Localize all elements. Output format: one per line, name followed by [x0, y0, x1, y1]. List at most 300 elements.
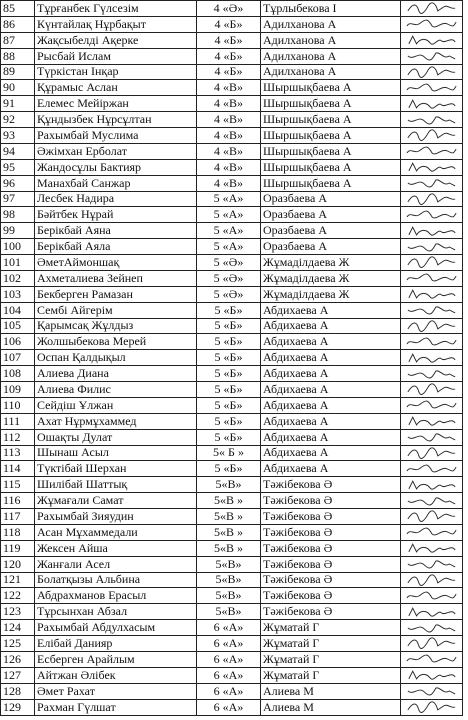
teacher-name-cell: Шыршықбаева А — [261, 80, 401, 96]
student-name-cell: Абдрахманов Ерасыл — [35, 588, 197, 604]
table-row — [1, 699, 463, 716]
student-name-cell: Жексен Айша — [35, 540, 197, 556]
handwritten-signature — [405, 606, 459, 618]
signature-cell — [401, 604, 463, 620]
teacher-name-cell: Шыршықбаева А — [261, 96, 401, 112]
signature-cell — [401, 191, 463, 207]
teacher-name-cell: Оразбаева А — [261, 223, 401, 239]
table-row — [1, 175, 463, 191]
table-row — [1, 524, 463, 540]
table-row — [1, 143, 463, 159]
teacher-name-cell: Оразбаева А — [261, 239, 401, 255]
student-name-cell: Түктібай Шерхан — [35, 461, 197, 477]
class-cell: 4 «В» — [197, 80, 261, 96]
student-name-cell: Жұмағали Самат — [35, 493, 197, 509]
teacher-name-cell: Жұматай Г — [261, 620, 401, 636]
class-cell: 4 «Б» — [197, 48, 261, 64]
handwritten-signature — [405, 98, 459, 110]
student-name-cell: Шынаш Асыл — [35, 445, 197, 461]
signature-cell — [401, 572, 463, 588]
teacher-name-cell: Абдихаева А — [261, 429, 401, 445]
handwritten-signature — [405, 225, 459, 237]
signature-cell — [401, 223, 463, 239]
signature-cell — [401, 699, 463, 716]
teacher-name-cell: Тәжібекова Ә — [261, 540, 401, 556]
class-cell: 5 «Б» — [197, 350, 261, 366]
row-number-cell: 118 — [1, 524, 35, 540]
handwritten-signature — [405, 463, 459, 475]
table-row — [1, 461, 463, 477]
handwritten-signature — [405, 526, 459, 538]
teacher-name-cell: Жұмаділдаева Ж — [261, 255, 401, 271]
row-number-cell: 96 — [1, 175, 35, 191]
signature-cell — [401, 175, 463, 191]
table-row — [1, 128, 463, 144]
student-name-cell: Берікбай Аяла — [35, 239, 197, 255]
table-row — [1, 683, 463, 699]
row-number-cell: 102 — [1, 270, 35, 286]
handwritten-signature — [405, 272, 459, 284]
teacher-name-cell: Тұрлыбекова І — [261, 1, 401, 17]
signature-cell — [401, 620, 463, 636]
signature-cell — [401, 80, 463, 96]
table-row — [1, 509, 463, 525]
handwritten-signature — [405, 431, 459, 443]
class-cell: 5 «Б» — [197, 413, 261, 429]
row-number-cell: 116 — [1, 493, 35, 509]
teacher-name-cell: Жұмаділдаева Ж — [261, 286, 401, 302]
handwritten-signature — [405, 574, 459, 586]
handwritten-signature — [405, 590, 459, 602]
signature-cell — [401, 413, 463, 429]
row-number-cell: 105 — [1, 318, 35, 334]
student-name-cell: Тұрсынхан Абзал — [35, 604, 197, 620]
class-cell: 5«В» — [197, 604, 261, 620]
row-number-cell: 98 — [1, 207, 35, 223]
handwritten-signature — [405, 2, 459, 14]
row-number-cell: 108 — [1, 366, 35, 382]
row-number-cell: 87 — [1, 32, 35, 48]
class-cell: 5«В» — [197, 556, 261, 572]
student-name-cell: Алиева Филис — [35, 382, 197, 398]
table-row — [1, 382, 463, 398]
signature-cell — [401, 556, 463, 572]
class-cell: 4 «Б» — [197, 64, 261, 80]
class-cell: 5 «Б» — [197, 318, 261, 334]
signature-cell — [401, 397, 463, 413]
signature-cell — [401, 382, 463, 398]
row-number-cell: 106 — [1, 334, 35, 350]
signature-cell — [401, 96, 463, 112]
table-row — [1, 64, 463, 80]
table-row — [1, 1, 463, 17]
teacher-name-cell: Жұматай Г — [261, 667, 401, 683]
teacher-name-cell: Тәжібекова Ә — [261, 477, 401, 493]
signature-cell — [401, 636, 463, 652]
table-row — [1, 32, 463, 48]
teacher-name-cell: Тәжібекова Ә — [261, 556, 401, 572]
signature-cell — [401, 270, 463, 286]
table-row — [1, 334, 463, 350]
handwritten-signature — [405, 114, 459, 126]
class-cell: 5 «Б» — [197, 382, 261, 398]
teacher-name-cell: Алиева М — [261, 683, 401, 699]
handwritten-signature — [405, 161, 459, 173]
student-name-cell: Рысбай Ислам — [35, 48, 197, 64]
signature-cell — [401, 32, 463, 48]
handwritten-signature — [405, 701, 459, 713]
signature-cell — [401, 461, 463, 477]
handwritten-signature — [405, 368, 459, 380]
class-cell: 5«В» — [197, 477, 261, 493]
student-name-cell: Әмет Рахат — [35, 683, 197, 699]
class-cell: 5 «Б» — [197, 429, 261, 445]
class-cell: 5 «Б» — [197, 397, 261, 413]
class-cell: 4 «В» — [197, 128, 261, 144]
handwritten-signature — [405, 415, 459, 427]
signature-cell — [401, 255, 463, 271]
table-row — [1, 540, 463, 556]
handwritten-signature — [405, 34, 459, 46]
signature-cell — [401, 207, 463, 223]
row-number-cell: 124 — [1, 620, 35, 636]
handwritten-signature — [405, 352, 459, 364]
student-name-cell: Бәйтбек Нұрай — [35, 207, 197, 223]
handwritten-signature — [405, 209, 459, 221]
row-number-cell: 86 — [1, 16, 35, 32]
row-number-cell: 94 — [1, 143, 35, 159]
row-number-cell: 110 — [1, 397, 35, 413]
row-number-cell: 126 — [1, 651, 35, 667]
class-cell: 5«В» — [197, 572, 261, 588]
signature-cell — [401, 16, 463, 32]
student-name-cell: Алиева Диана — [35, 366, 197, 382]
student-name-cell: Шилібай Шаттық — [35, 477, 197, 493]
class-cell: 4 «Ә» — [197, 1, 261, 17]
table-row — [1, 604, 463, 620]
table-row — [1, 96, 463, 112]
row-number-cell: 123 — [1, 604, 35, 620]
table-row — [1, 16, 463, 32]
class-cell: 4 «В» — [197, 175, 261, 191]
table-row — [1, 588, 463, 604]
class-cell: 6 «А» — [197, 636, 261, 652]
student-name-cell: Рахман Гүлшат — [35, 699, 197, 716]
teacher-name-cell: Шыршықбаева А — [261, 112, 401, 128]
teacher-name-cell: Адилханова А — [261, 32, 401, 48]
student-name-cell: Сембі Айгерім — [35, 302, 197, 318]
class-cell: 4 «В» — [197, 159, 261, 175]
class-cell: 4 «Б» — [197, 32, 261, 48]
handwritten-signature — [405, 669, 459, 681]
handwritten-signature — [405, 479, 459, 491]
handwritten-signature — [405, 145, 459, 157]
student-name-cell: ӘметАймоншақ — [35, 255, 197, 271]
table-row — [1, 302, 463, 318]
row-number-cell: 99 — [1, 223, 35, 239]
table-row — [1, 429, 463, 445]
signature-cell — [401, 540, 463, 556]
class-cell: 5« Б » — [197, 445, 261, 461]
student-name-cell: Ахат Нұрмұхаммед — [35, 413, 197, 429]
signature-cell — [401, 334, 463, 350]
teacher-name-cell: Абдихаева А — [261, 461, 401, 477]
table-row — [1, 397, 463, 413]
roster-body — [1, 1, 463, 716]
student-name-cell: Жолшыбекова Мерей — [35, 334, 197, 350]
row-number-cell: 120 — [1, 556, 35, 572]
row-number-cell: 109 — [1, 382, 35, 398]
student-name-cell: Болатқызы Альбина — [35, 572, 197, 588]
class-cell: 5 «Ә» — [197, 270, 261, 286]
student-name-cell: Жандосұлы Бактияр — [35, 159, 197, 175]
teacher-name-cell: Шыршықбаева А — [261, 143, 401, 159]
handwritten-signature — [405, 653, 459, 665]
class-cell: 6 «А» — [197, 683, 261, 699]
student-name-cell: Түркістан Інқар — [35, 64, 197, 80]
student-name-cell: Елібай Данияр — [35, 636, 197, 652]
signature-cell — [401, 588, 463, 604]
student-name-cell: Күнтайлақ Нұрбақыт — [35, 16, 197, 32]
teacher-name-cell: Шыршықбаева А — [261, 159, 401, 175]
handwritten-signature — [405, 542, 459, 554]
signature-cell — [401, 651, 463, 667]
teacher-name-cell: Тәжібекова Ә — [261, 493, 401, 509]
handwritten-signature — [405, 336, 459, 348]
class-cell: 5«В » — [197, 524, 261, 540]
row-number-cell: 90 — [1, 80, 35, 96]
class-cell: 5 «А» — [197, 223, 261, 239]
teacher-name-cell: Шыршықбаева А — [261, 128, 401, 144]
table-row — [1, 651, 463, 667]
student-name-cell: Жақсыбелді Ақерке — [35, 32, 197, 48]
table-row — [1, 270, 463, 286]
signature-cell — [401, 64, 463, 80]
signature-cell — [401, 318, 463, 334]
teacher-name-cell: Тәжібекова Ә — [261, 588, 401, 604]
class-cell: 5 «А» — [197, 239, 261, 255]
table-row — [1, 667, 463, 683]
teacher-name-cell: Тәжібекова Ә — [261, 572, 401, 588]
handwritten-signature — [405, 399, 459, 411]
class-cell: 5«В » — [197, 540, 261, 556]
table-row — [1, 350, 463, 366]
row-number-cell: 117 — [1, 509, 35, 525]
table-row — [1, 207, 463, 223]
handwritten-signature — [405, 637, 459, 649]
table-row — [1, 223, 463, 239]
signature-cell — [401, 128, 463, 144]
student-name-cell: Құрамыс Аслан — [35, 80, 197, 96]
student-name-cell: Қарымсақ Жұлдыз — [35, 318, 197, 334]
student-name-cell: Манахбай Санжар — [35, 175, 197, 191]
handwritten-signature — [405, 66, 459, 78]
teacher-name-cell: Шыршықбаева А — [261, 175, 401, 191]
row-number-cell: 113 — [1, 445, 35, 461]
teacher-name-cell: Жұмаділдаева Ж — [261, 270, 401, 286]
signature-cell — [401, 524, 463, 540]
student-name-cell: Ахметалиева Зейнеп — [35, 270, 197, 286]
student-name-cell: Елемес Мейіржан — [35, 96, 197, 112]
table-row — [1, 556, 463, 572]
table-row — [1, 286, 463, 302]
class-cell: 5«В » — [197, 493, 261, 509]
signature-cell — [401, 445, 463, 461]
table-row — [1, 48, 463, 64]
class-cell: 5«В » — [197, 509, 261, 525]
row-number-cell: 100 — [1, 239, 35, 255]
teacher-name-cell: Алиева М — [261, 699, 401, 716]
teacher-name-cell: Адилханова А — [261, 16, 401, 32]
table-row — [1, 112, 463, 128]
teacher-name-cell: Жұматай Г — [261, 651, 401, 667]
signature-cell — [401, 477, 463, 493]
handwritten-signature — [405, 50, 459, 62]
signature-cell — [401, 239, 463, 255]
row-number-cell: 89 — [1, 64, 35, 80]
table-row — [1, 572, 463, 588]
handwritten-signature — [405, 447, 459, 459]
student-name-cell: Бекберген Рамазан — [35, 286, 197, 302]
handwritten-signature — [405, 82, 459, 94]
handwritten-signature — [405, 18, 459, 30]
table-row — [1, 191, 463, 207]
class-cell: 5 «Ә» — [197, 255, 261, 271]
handwritten-signature — [405, 304, 459, 316]
handwritten-signature — [405, 241, 459, 253]
student-name-cell: Рахымбай Муслима — [35, 128, 197, 144]
class-cell: 6 «А» — [197, 620, 261, 636]
teacher-name-cell: Абдихаева А — [261, 366, 401, 382]
signature-cell — [401, 683, 463, 699]
student-name-cell: Лесбек Надира — [35, 191, 197, 207]
table-row — [1, 413, 463, 429]
teacher-name-cell: Оразбаева А — [261, 191, 401, 207]
class-cell: 5 «Ә» — [197, 286, 261, 302]
handwritten-signature — [405, 495, 459, 507]
table-row — [1, 636, 463, 652]
student-name-cell: Берікбай Аяна — [35, 223, 197, 239]
handwritten-signature — [405, 320, 459, 332]
row-number-cell: 91 — [1, 96, 35, 112]
handwritten-signature — [405, 177, 459, 189]
table-row — [1, 318, 463, 334]
student-name-cell: Жанғали Асел — [35, 556, 197, 572]
handwritten-signature — [405, 288, 459, 300]
signature-cell — [401, 509, 463, 525]
student-name-cell: Құндызбек Нұрсұлтан — [35, 112, 197, 128]
row-number-cell: 97 — [1, 191, 35, 207]
student-name-cell: Айтжан Әлібек — [35, 667, 197, 683]
row-number-cell: 111 — [1, 413, 35, 429]
student-name-cell: Ошақты Дулат — [35, 429, 197, 445]
handwritten-signature — [405, 129, 459, 141]
handwritten-signature — [405, 510, 459, 522]
student-name-cell: Оспан Қалдықыл — [35, 350, 197, 366]
teacher-name-cell: Абдихаева А — [261, 382, 401, 398]
student-name-cell: Есберген Арайлым — [35, 651, 197, 667]
signature-cell — [401, 302, 463, 318]
signature-cell — [401, 493, 463, 509]
row-number-cell: 92 — [1, 112, 35, 128]
teacher-name-cell: Тәжібекова Ә — [261, 604, 401, 620]
row-number-cell: 115 — [1, 477, 35, 493]
signature-cell — [401, 429, 463, 445]
class-cell: 4 «В» — [197, 112, 261, 128]
signature-cell — [401, 286, 463, 302]
table-row — [1, 366, 463, 382]
teacher-name-cell: Абдихаева А — [261, 302, 401, 318]
student-name-cell: Тұрғанбек Гүлсезім — [35, 1, 197, 17]
teacher-name-cell: Абдихаева А — [261, 445, 401, 461]
signature-cell — [401, 350, 463, 366]
handwritten-signature — [405, 193, 459, 205]
row-number-cell: 93 — [1, 128, 35, 144]
row-number-cell: 95 — [1, 159, 35, 175]
handwritten-signature — [405, 685, 459, 697]
class-cell: 4 «В» — [197, 96, 261, 112]
teacher-name-cell: Адилханова А — [261, 48, 401, 64]
row-number-cell: 104 — [1, 302, 35, 318]
teacher-name-cell: Абдихаева А — [261, 318, 401, 334]
teacher-name-cell: Тәжібекова Ә — [261, 509, 401, 525]
student-name-cell: Рахымбай Абдулхасым — [35, 620, 197, 636]
row-number-cell: 121 — [1, 572, 35, 588]
student-name-cell: Әжімхан Ерболат — [35, 143, 197, 159]
student-name-cell: Сейдіш Ұлжан — [35, 397, 197, 413]
teacher-name-cell: Адилханова А — [261, 64, 401, 80]
row-number-cell: 107 — [1, 350, 35, 366]
signature-cell — [401, 143, 463, 159]
table-row — [1, 477, 463, 493]
row-number-cell: 88 — [1, 48, 35, 64]
teacher-name-cell: Тәжібекова Ә — [261, 524, 401, 540]
table-row — [1, 159, 463, 175]
table-row — [1, 239, 463, 255]
table-row — [1, 255, 463, 271]
row-number-cell: 122 — [1, 588, 35, 604]
teacher-name-cell: Абдихаева А — [261, 334, 401, 350]
class-cell: 5 «Б» — [197, 366, 261, 382]
handwritten-signature — [405, 383, 459, 395]
teacher-name-cell: Абдихаева А — [261, 350, 401, 366]
teacher-name-cell: Жұматай Г — [261, 636, 401, 652]
row-number-cell: 129 — [1, 699, 35, 716]
signature-cell — [401, 159, 463, 175]
signature-cell — [401, 366, 463, 382]
row-number-cell: 112 — [1, 429, 35, 445]
student-name-cell: Рахымбай Зияудин — [35, 509, 197, 525]
class-cell: 5 «Б» — [197, 461, 261, 477]
row-number-cell: 114 — [1, 461, 35, 477]
signature-cell — [401, 1, 463, 17]
class-cell: 5 «Б» — [197, 334, 261, 350]
table-row — [1, 445, 463, 461]
table-row — [1, 620, 463, 636]
class-cell: 5 «А» — [197, 207, 261, 223]
table-row — [1, 80, 463, 96]
class-cell: 5«В» — [197, 588, 261, 604]
row-number-cell: 127 — [1, 667, 35, 683]
row-number-cell: 85 — [1, 1, 35, 17]
class-cell: 5 «А» — [197, 191, 261, 207]
class-cell: 6 «А» — [197, 699, 261, 716]
handwritten-signature — [405, 622, 459, 634]
signature-cell — [401, 48, 463, 64]
table-row — [1, 493, 463, 509]
class-cell: 6 «А» — [197, 651, 261, 667]
row-number-cell: 101 — [1, 255, 35, 271]
